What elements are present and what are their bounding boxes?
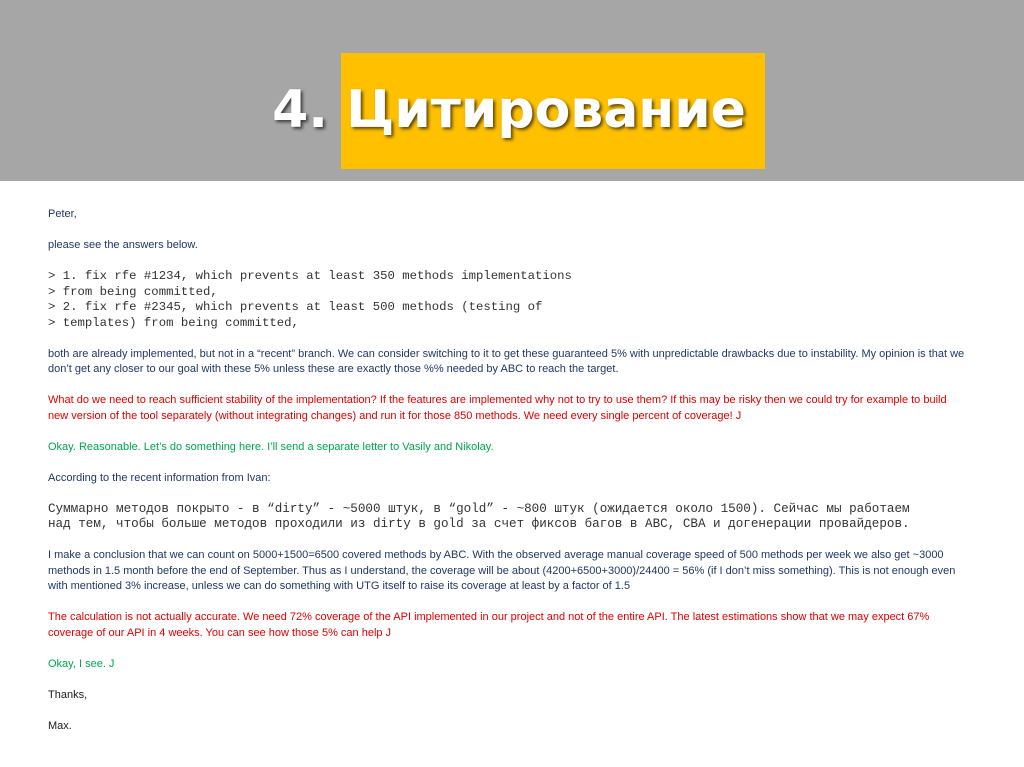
email-intro: please see the answers below. xyxy=(48,239,198,251)
quote-line: > 1. fix rfe #1234, which prevents at least 350 methods implementations xyxy=(48,269,572,283)
email-body xyxy=(48,207,968,750)
slide-title: 4. Цитирование xyxy=(272,80,746,140)
answer-paragraph-2: Okay, I see. J xyxy=(48,657,115,670)
closing-thanks: Thanks, xyxy=(48,688,88,701)
signature: Max. xyxy=(48,719,72,732)
answer-paragraph: Okay. Reasonable. Let’s do something here. I’ll send a separate letter to Vasily and Nikolay. xyxy=(48,440,494,453)
russian-quote-line: над тем, чтобы больше методов проходили из dirty в gold за счет фиксов багов в ABC, CBA и догенерации провайдеров. xyxy=(48,517,910,531)
quoted-text xyxy=(48,269,968,331)
email-greeting: Peter, xyxy=(48,208,77,220)
conclusion-paragraph: I make a conclusion that we can count on 5000+1500=6500 covered methods by ABC. With the observed average manual coverage speed of 500 methods per week we also get ~3000 methods in 1.5 month before the end of September. Thus as I understand, the coverage will be about (4200+6500+3000)/24400 = 56% (if I don’t miss something). This is not enough even with mentioned 3% increase, unless we can do something with UTG itself to raise its coverage at least by a factor of 1.5 xyxy=(48,549,956,592)
reply-paragraph: both are already implemented, but not in a “recent” branch. We can consider switching to it to get these guaranteed 5% with unpredictable drawbacks due to instability. My opinion is that we don’t get any closer to our goal with these 5% unless these are exactly those %% needed by ABC to reach the target. xyxy=(48,347,965,375)
question-paragraph-2: The calculation is not actually accurate. We need 72% coverage of the API implemented in our project and not of the entire API. The latest estimations show that we may expect 67% coverage of our API in 4 weeks. You can see how those 5% can help J xyxy=(48,611,930,639)
question-paragraph: What do we need to reach sufficient stability of the implementation? If the features are implemented why not to try to use them? If this may be risky then we could try for example to build new version of the tool separately (without integrating changes) and run it for those 850 methods. We need every single percent of coverage! J xyxy=(48,394,947,422)
quote-line: > from being committed, xyxy=(48,284,218,299)
quote-line: > templates) from being committed, xyxy=(48,315,299,330)
according-line: According to the recent information from Ivan: xyxy=(48,471,271,484)
quote-line: > 2. fix rfe #2345, which prevents at least 500 methods (testing of xyxy=(48,300,543,314)
russian-quote xyxy=(48,502,968,533)
russian-quote-line: Суммарно методов покрыто - в “dirty” - ~5000 штук, в “gold” - ~800 штук (ожидается около 1500). Сейчас мы работаем xyxy=(48,501,910,516)
